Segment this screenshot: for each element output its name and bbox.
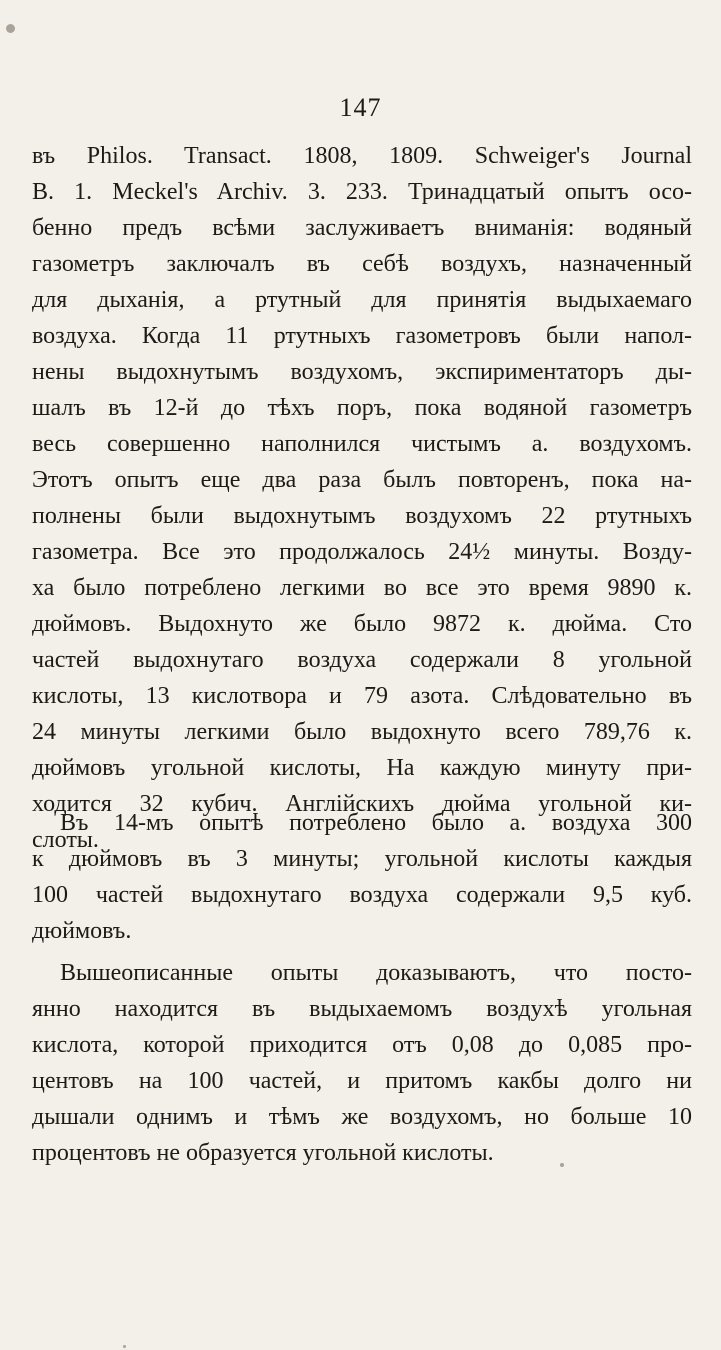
text-line: бенно предъ всѣми заслуживаетъ вниманія: водяный (32, 215, 692, 241)
paragraph-1 (32, 138, 692, 858)
text-line: B. 1. Meckel's Archiv. 3. 233. Тринадцатый опытъ осо- (32, 179, 692, 205)
text-line: янно находится въ выдыхаемомъ воздухѣ угольная (32, 996, 692, 1022)
paragraph-2 (32, 805, 692, 949)
text-line: дюймовъ. (32, 918, 132, 944)
paper-speck (6, 24, 15, 33)
text-line: центовъ на 100 частей, и притомъ какбы долго ни (32, 1068, 692, 1094)
page-number: 147 (339, 93, 382, 122)
text-line: Этотъ опытъ еще два раза былъ повторенъ, пока на- (32, 467, 692, 493)
text-line: Въ 14-мъ опытѣ потреблено было а. воздуха 300 (60, 810, 692, 836)
text-line: дышали однимъ и тѣмъ же воздухомъ, но больше 10 (32, 1104, 692, 1130)
paper-speck (123, 1345, 126, 1348)
text-line: нены выдохнутымъ воздухомъ, экспириментаторъ ды- (32, 359, 692, 385)
text-line: дюймовъ угольной кислоты, На каждую минуту при- (32, 755, 692, 781)
text-line: въ Philos. Transact. 1808, 1809. Schweiger's Journal (32, 143, 692, 169)
text-line: кислота, которой приходится отъ 0,08 до 0,085 про- (32, 1032, 692, 1058)
text-line: 100 частей выдохнутаго воздуха содержали 9,5 куб. (32, 882, 692, 908)
text-line: процентовъ не образуется угольной кислоты. (32, 1140, 494, 1166)
text-line: ходится 32 кубич. Англійскихъ дюйма угольной ки- (32, 791, 692, 817)
text-line: газометра. Все это продолжалось 24½ минуты. Возду- (32, 539, 692, 565)
text-line: весь совершенно наполнился чистымъ а. воздухомъ. (32, 431, 692, 457)
text-line: кислоты, 13 кислотвора и 79 азота. Слѣдовательно въ (32, 683, 692, 709)
text-line: ха было потреблено легкими во все это время 9890 к. (32, 575, 692, 601)
paragraph-3 (32, 955, 692, 1171)
text-line: слоты. (32, 827, 99, 853)
text-line: частей выдохнутаго воздуха содержали 8 угольной (32, 647, 692, 673)
text-line: 24 минуты легкими было выдохнуто всего 789,76 к. (32, 719, 692, 745)
text-line: воздуха. Когда 11 ртутныхъ газометровъ были напол- (32, 323, 692, 349)
text-line: дюймовъ. Выдохнуто же было 9872 к. дюйма. Сто (32, 611, 692, 637)
text-line: для дыханія, а ртутный для принятія выдыхаемаго (32, 287, 692, 313)
text-line: полнены были выдохнутымъ воздухомъ 22 ртутныхъ (32, 503, 692, 529)
text-line: Вышеописанные опыты доказываютъ, что посто- (60, 960, 692, 986)
text-line: шалъ въ 12-й до тѣхъ поръ, пока водяной газометръ (32, 395, 692, 421)
text-line: к дюймовъ въ 3 минуты; угольной кислоты каждыя (32, 846, 692, 872)
paper-speck (560, 1163, 564, 1167)
text-line: газометръ заключалъ въ себѣ воздухъ, назначенный (32, 251, 692, 277)
